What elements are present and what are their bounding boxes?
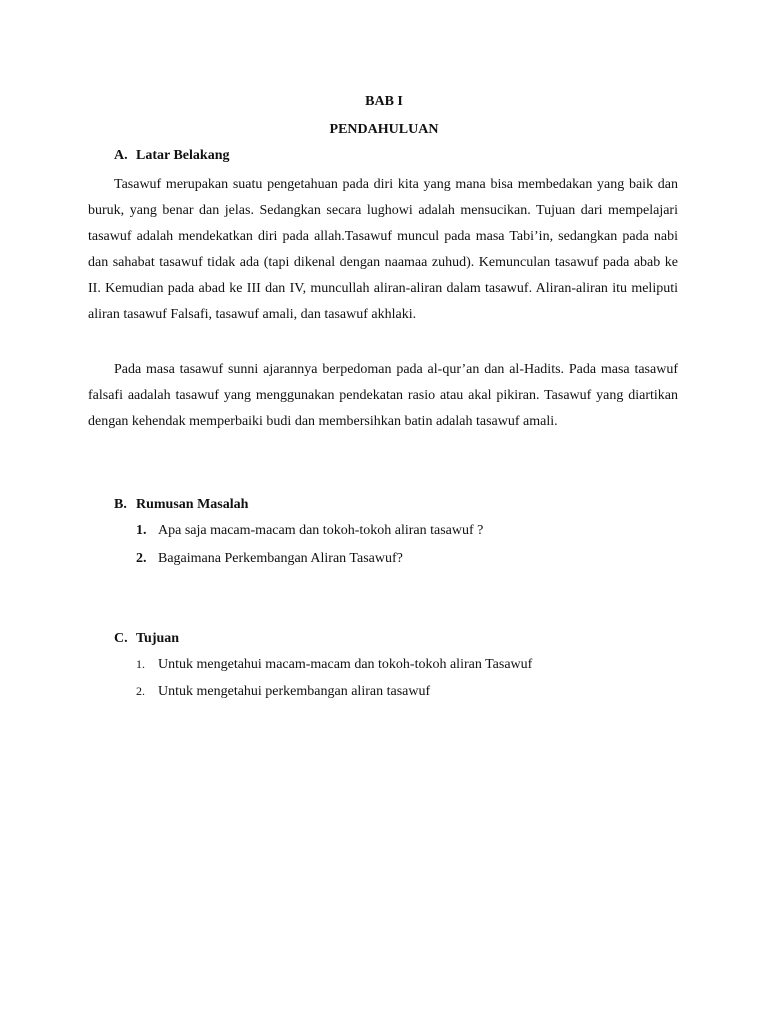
section-a-letter: A. <box>114 148 128 163</box>
section-b-title: Rumusan Masalah <box>136 497 249 512</box>
objective-item-text: Untuk mengetahui perkembangan aliran tasawuf <box>158 684 431 699</box>
section-c-heading <box>114 631 179 647</box>
problem-item <box>136 523 483 539</box>
section-a-title: Latar Belakang <box>136 148 230 163</box>
objective-item-number: 1. <box>136 657 145 671</box>
objective-item <box>136 657 532 673</box>
problem-item-number: 1. <box>136 523 147 538</box>
objective-item-number: 2. <box>136 684 145 698</box>
section-b-heading <box>114 497 248 513</box>
problem-item-number: 2. <box>136 551 147 566</box>
problem-item-text: Bagaimana Perkembangan Aliran Tasawuf? <box>158 551 403 566</box>
objective-item <box>136 684 430 700</box>
objective-item-text: Untuk mengetahui macam-macam dan tokoh-tokoh aliran Tasawuf <box>158 657 533 672</box>
section-b-letter: B. <box>114 497 127 512</box>
section-a-heading <box>114 148 229 164</box>
section-c-letter: C. <box>114 631 128 646</box>
section-c-title: Tujuan <box>136 631 180 646</box>
problem-item-text: Apa saja macam-macam dan tokoh-tokoh aliran tasawuf ? <box>158 523 484 538</box>
chapter-number: BAB I <box>365 94 403 109</box>
chapter-title: PENDAHULUAN <box>329 122 439 137</box>
background-paragraph-2: Pada masa tasawuf sunni ajarannya berpedoman pada al-qur’an dan al-Hadits. Pada masa tasawuf falsafi aadalah tasawuf yang menggunakan pendekatan rasio atau akal pikiran. Tasawuf yang diartikan dengan kehendak memperbaiki budi dan membersihkan batin adalah tasawuf amali. <box>88 362 678 429</box>
problem-item <box>136 551 403 567</box>
background-paragraph-1: Tasawuf merupakan suatu pengetahuan pada diri kita yang mana bisa membedakan yang baik dan buruk, yang benar dan jelas. Sedangkan secara lughowi adalah mensucikan. Tujuan dari mempelajari tasawuf adalah mendekatkan diri pada allah.Tasawuf muncul pada masa Tabi’in, sedangkan pada nabi dan sahabat tasawuf tidak ada (tapi dikenal dengan naamaa zuhud). Kemunculan tasawuf pada abab ke II. Kemudian pada abad ke III dan IV, muncullah aliran-aliran dalam tasawuf. Aliran-aliran itu meliputi aliran tasawuf Falsafi, tasawuf amali, dan tasawuf akhlaki. <box>88 177 678 322</box>
